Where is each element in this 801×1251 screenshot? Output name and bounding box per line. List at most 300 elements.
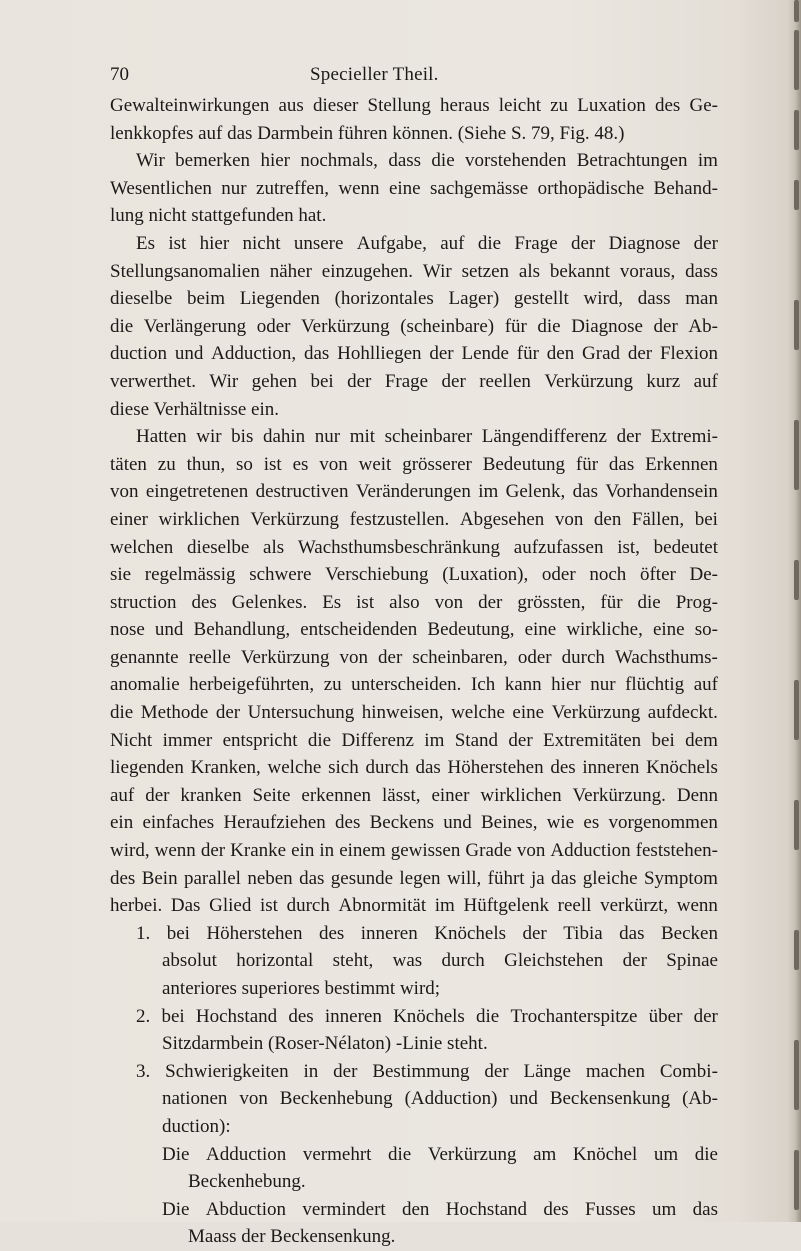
word: beim [186, 288, 225, 310]
word: führt [487, 867, 525, 889]
word: horizontal [236, 950, 314, 972]
word: ein [110, 812, 134, 834]
word: und [443, 812, 472, 834]
word: auf [693, 674, 718, 696]
word: im [697, 150, 718, 172]
word: es [292, 453, 309, 475]
word: der [616, 426, 641, 448]
word: voraus, [619, 260, 676, 282]
word: Verkürzung [551, 702, 641, 724]
word: eine [524, 619, 557, 641]
word: näher [269, 260, 312, 282]
word: täten [110, 453, 147, 475]
word: Vorhandensein [605, 481, 718, 503]
word: (Luxation), [442, 564, 529, 586]
word: Grade [465, 840, 512, 862]
running-head: Specieller Theil. [310, 64, 439, 85]
word: Extremi- [650, 426, 718, 448]
word: kranken [180, 784, 242, 806]
text-line [110, 313, 718, 341]
word: Luxation [577, 95, 646, 116]
word: des [335, 812, 361, 834]
word: oder [541, 564, 576, 586]
word: die [431, 150, 455, 172]
word: und [174, 343, 204, 365]
word: Verlängerung [143, 315, 247, 337]
word: Extremitäten [543, 729, 642, 751]
word: mit [349, 426, 376, 448]
word: zutreffen, [256, 177, 329, 199]
word: in [303, 1060, 319, 1082]
word: wirklichen [158, 508, 240, 530]
word: (scheinbare) [400, 315, 495, 337]
word: durch [561, 646, 605, 668]
word: Bein [141, 867, 178, 889]
word: Stellung [367, 95, 431, 116]
word: Diagnose [608, 232, 681, 254]
word: die [110, 315, 134, 337]
word: Hüftgelenk [463, 895, 549, 917]
word: Behand- [653, 177, 718, 199]
word: auf [693, 370, 718, 392]
word: Differenz [341, 729, 414, 751]
word: Heraufziehen [223, 812, 326, 834]
word: für [516, 343, 539, 365]
word: ein [291, 840, 315, 862]
word: gewissen [390, 840, 461, 862]
word: Länge [523, 1060, 571, 1082]
word: der [347, 370, 372, 392]
word: nochmals, [300, 150, 378, 172]
word: Knöchels [434, 922, 506, 944]
word: einer [110, 508, 148, 530]
word: der [429, 343, 454, 365]
word: dahin [262, 426, 306, 448]
text-line [110, 1003, 718, 1031]
word: so [235, 453, 253, 475]
text-line [110, 920, 718, 948]
word: Denn [676, 784, 718, 806]
word: von [434, 591, 464, 613]
word: Verkürzung [240, 646, 330, 668]
page-header [0, 64, 801, 90]
word: Beckenhebung [279, 1088, 393, 1110]
word: Seite [252, 784, 291, 806]
word: Liegenden [239, 288, 320, 310]
word: herbeigeführten, [189, 674, 315, 696]
word: Ge- [689, 95, 718, 116]
word: der [693, 232, 718, 254]
word: Gleichstehen [504, 950, 604, 972]
word: bemerken [175, 150, 251, 172]
word: die [110, 702, 134, 724]
word: über [648, 1005, 683, 1027]
word: Abgesehen [459, 508, 545, 530]
word: wirklichen [480, 784, 562, 806]
word: der [478, 591, 503, 613]
word: De- [689, 564, 718, 586]
word: nicht [242, 232, 281, 254]
word: aufzufassen [513, 536, 604, 558]
word: reell [557, 895, 592, 917]
word: Gelenk, [505, 481, 566, 503]
word: Untersuchung [247, 702, 355, 724]
word: gesunde [330, 867, 394, 889]
text-line [110, 782, 718, 810]
word: von [239, 1088, 268, 1110]
word: der [693, 1005, 718, 1027]
word: hinweisen, [361, 702, 444, 724]
text-line [110, 534, 718, 562]
word: 3. [136, 1060, 151, 1082]
word: welche [451, 702, 505, 724]
word: einzugehen. [321, 260, 414, 282]
word: grösserer [402, 453, 472, 475]
text-line [110, 506, 718, 534]
word: der [441, 370, 466, 392]
word: Nicht [110, 729, 153, 751]
word: regelmässig [144, 564, 236, 586]
word: es [583, 812, 600, 834]
word: bis [231, 426, 254, 448]
word: für [575, 453, 599, 475]
word: durch [286, 895, 330, 917]
word: Die [162, 1198, 190, 1220]
word: von [339, 646, 368, 668]
text-line: lung nicht stattgefunden hat. [110, 205, 327, 227]
word: der [145, 784, 170, 806]
text-line [110, 285, 718, 313]
word: Fusses [585, 1198, 636, 1220]
word: Fällen, [631, 508, 685, 530]
word: orthopädische [537, 177, 645, 199]
word: die [307, 729, 332, 751]
word: sachgemässe [430, 177, 529, 199]
text-line: duction): [162, 1115, 231, 1137]
word: Verkürzung [544, 370, 633, 392]
word: wir [196, 426, 222, 448]
word: scheinbarer [384, 426, 473, 448]
word: verwerthet. [110, 370, 196, 392]
text-line: diese Verhältnisse ein. [110, 398, 280, 420]
text-line [110, 644, 718, 672]
word: sich [328, 757, 359, 779]
word: ist [168, 232, 187, 254]
word: welchen [110, 536, 174, 558]
word: einer [431, 784, 470, 806]
word: den [546, 343, 575, 365]
word: von [110, 481, 139, 503]
word: Ich [470, 674, 496, 696]
word: Abduction [205, 1198, 286, 1220]
word: Veränderungen [355, 481, 471, 503]
word: Bedeutung [482, 453, 566, 475]
word: welche [267, 757, 322, 779]
word: im [478, 481, 499, 503]
word: des [654, 95, 681, 116]
word: Beines, [480, 812, 538, 834]
word: festzustellen. [349, 508, 450, 530]
word: dass [388, 150, 422, 172]
word: schwere [249, 564, 312, 586]
word: noch [589, 564, 627, 586]
text-line [110, 754, 718, 782]
word: reelle [188, 646, 231, 668]
text-line [110, 147, 718, 175]
word: von [554, 508, 584, 530]
word: immer [162, 729, 213, 751]
word: Glied [209, 895, 252, 917]
word: reellen [479, 370, 531, 392]
word: vorgenommen [608, 812, 718, 834]
word: und [509, 1088, 538, 1110]
text-line [110, 423, 718, 451]
word: gestellt [513, 288, 569, 310]
word: Die [162, 1143, 190, 1165]
word: bei [166, 922, 190, 944]
word: einfaches [142, 812, 215, 834]
word: des [318, 922, 345, 944]
word: Lager) [448, 288, 500, 310]
word: Wir [422, 260, 452, 282]
word: aufdeckt. [647, 702, 718, 724]
word: (horizontales [334, 288, 434, 310]
word: der [378, 646, 403, 668]
word: Frage [384, 370, 429, 392]
word: Verkürzung [301, 315, 390, 337]
word: Spinae [666, 950, 718, 972]
word: Bestimmung [372, 1060, 470, 1082]
word: Trochanterspitze [510, 1005, 638, 1027]
word: nationen [162, 1088, 228, 1110]
word: des [110, 867, 136, 889]
word: die [694, 1143, 718, 1165]
word: absolut [162, 950, 217, 972]
word: Hohlliegen [337, 343, 422, 365]
word: um [652, 1198, 677, 1220]
word: was [392, 950, 423, 972]
word: neben [247, 867, 293, 889]
word: öfter [639, 564, 676, 586]
word: in [319, 840, 335, 862]
word: Grad [582, 343, 621, 365]
word: Schwierigkeiten [165, 1060, 289, 1082]
word: Wachsthums- [614, 646, 718, 668]
word: Hochstand [195, 1005, 278, 1027]
word: oder [256, 315, 291, 337]
word: von [516, 840, 546, 862]
word: bedeutet [653, 536, 718, 558]
word: wenn [154, 840, 196, 862]
word: heraus [440, 95, 490, 116]
word: oder [517, 646, 552, 668]
word: weit [358, 453, 392, 475]
word: Prog- [675, 591, 718, 613]
word: wie [546, 812, 575, 834]
word: genannte [110, 646, 179, 668]
text-line [110, 1196, 718, 1224]
text-line [110, 230, 718, 258]
word: Becken [660, 922, 718, 944]
word: einem [339, 840, 386, 862]
word: des [543, 1198, 569, 1220]
word: Es [136, 232, 155, 254]
word: die [537, 315, 561, 337]
word: Symptom [643, 867, 718, 889]
text-line: lenkkopfes auf das Darmbein führen können. (Siehe S. 79, Fig. 48.) [110, 122, 625, 144]
word: Verkürzung [250, 508, 340, 530]
word: Bedeutung, [427, 619, 515, 641]
text-line [110, 699, 718, 727]
word: Ab- [688, 315, 718, 337]
word: Beckens [369, 812, 434, 834]
word: eine [388, 177, 421, 199]
word: die [477, 232, 502, 254]
word: dass [637, 288, 671, 310]
word: entscheidenden [300, 619, 418, 641]
word: anomalie [110, 674, 180, 696]
word: auf [110, 784, 135, 806]
word: inneren [582, 757, 640, 779]
word: (Adduction) [404, 1088, 498, 1110]
word: der [622, 950, 647, 972]
text-line [110, 258, 718, 286]
word: des [550, 757, 576, 779]
word: zu [550, 95, 569, 116]
word: Das [170, 895, 201, 917]
word: die [476, 1005, 500, 1027]
word: parallel [183, 867, 241, 889]
word: Wachsthumsbeschränkung [297, 536, 501, 558]
word: für [600, 591, 623, 613]
word: bei [161, 1005, 185, 1027]
word: der [653, 315, 678, 337]
word: struction [110, 591, 177, 613]
word: dem [685, 729, 718, 751]
word: des [288, 1005, 314, 1027]
word: Stand [454, 729, 499, 751]
word: um [653, 1143, 679, 1165]
word: also [389, 591, 420, 613]
word: der [508, 729, 533, 751]
word: der [333, 1060, 358, 1082]
word: des [191, 591, 217, 613]
word: Aufgabe, [356, 232, 427, 254]
word: das [572, 481, 598, 503]
word: Hatten [136, 426, 187, 448]
word: destructiven [255, 481, 349, 503]
page-number: 70 [110, 64, 129, 85]
word: lässt, [381, 784, 421, 806]
word: kurz [646, 370, 681, 392]
word: Kranken, [190, 757, 261, 779]
text-line [110, 1085, 718, 1113]
word: das [608, 453, 635, 475]
word: dieselbe [187, 536, 250, 558]
word: den [402, 1198, 430, 1220]
word: wenn [338, 177, 380, 199]
text-line [110, 451, 718, 479]
word: thun, [186, 453, 226, 475]
word: Höherstehen [447, 757, 544, 779]
word: Abnormität [338, 895, 427, 917]
word: nose [110, 619, 145, 641]
word: herbei. [110, 895, 163, 917]
text-line [110, 175, 718, 203]
word: Combi- [659, 1060, 718, 1082]
word: ja [530, 867, 545, 889]
text-line [110, 368, 718, 396]
text-line: Maass der Beckensenkung. [188, 1226, 396, 1248]
word: (Ab- [682, 1088, 718, 1110]
text-line [110, 1058, 718, 1086]
word: eingetretenen [145, 481, 249, 503]
word: am [533, 1143, 557, 1165]
word: verkürzt, [600, 895, 669, 917]
word: sie [110, 564, 132, 586]
text-line [110, 589, 718, 617]
word: ist, [617, 536, 640, 558]
word: Verkürzung. [572, 784, 666, 806]
word: eine [512, 702, 545, 724]
word: bei [694, 508, 718, 530]
text-line [110, 727, 718, 755]
word: das [415, 757, 441, 779]
word: durch [365, 757, 409, 779]
text-line: anteriores superiores bestimmt wird; [162, 978, 441, 999]
word: das [692, 1198, 718, 1220]
word: will, [446, 867, 482, 889]
word: bei [310, 370, 334, 392]
text-line [110, 809, 718, 837]
word: Kranke [230, 840, 287, 862]
word: nur [314, 426, 341, 448]
word: machen [585, 1060, 645, 1082]
text-line [110, 947, 718, 975]
word: vermehrt [302, 1143, 372, 1165]
word: hier [260, 150, 290, 172]
word: im [424, 729, 445, 751]
word: feststehen- [635, 840, 718, 862]
word: dieselbe [110, 288, 173, 310]
word: bei [651, 729, 675, 751]
word: ist [259, 895, 278, 917]
word: im [434, 895, 455, 917]
text-line [110, 561, 718, 589]
word: Flexion [659, 343, 718, 365]
word: nur [590, 674, 616, 696]
word: durch [441, 950, 485, 972]
text-line [110, 671, 718, 699]
word: die [637, 591, 661, 613]
word: wirkliche, [566, 619, 643, 641]
text-line [110, 92, 718, 120]
word: vorstehenden [465, 150, 567, 172]
word: das [303, 343, 330, 365]
word: 2. [136, 1005, 151, 1027]
word: als [263, 536, 285, 558]
word: Wesentlichen [110, 177, 212, 199]
word: wird, [583, 288, 624, 310]
word: aus [278, 95, 304, 116]
word: der [200, 840, 226, 862]
word: setzen [461, 260, 510, 282]
word: Tibia [563, 922, 603, 944]
word: von [319, 453, 348, 475]
text-line [110, 892, 718, 920]
word: kann [504, 674, 542, 696]
word: liegenden [110, 757, 184, 779]
